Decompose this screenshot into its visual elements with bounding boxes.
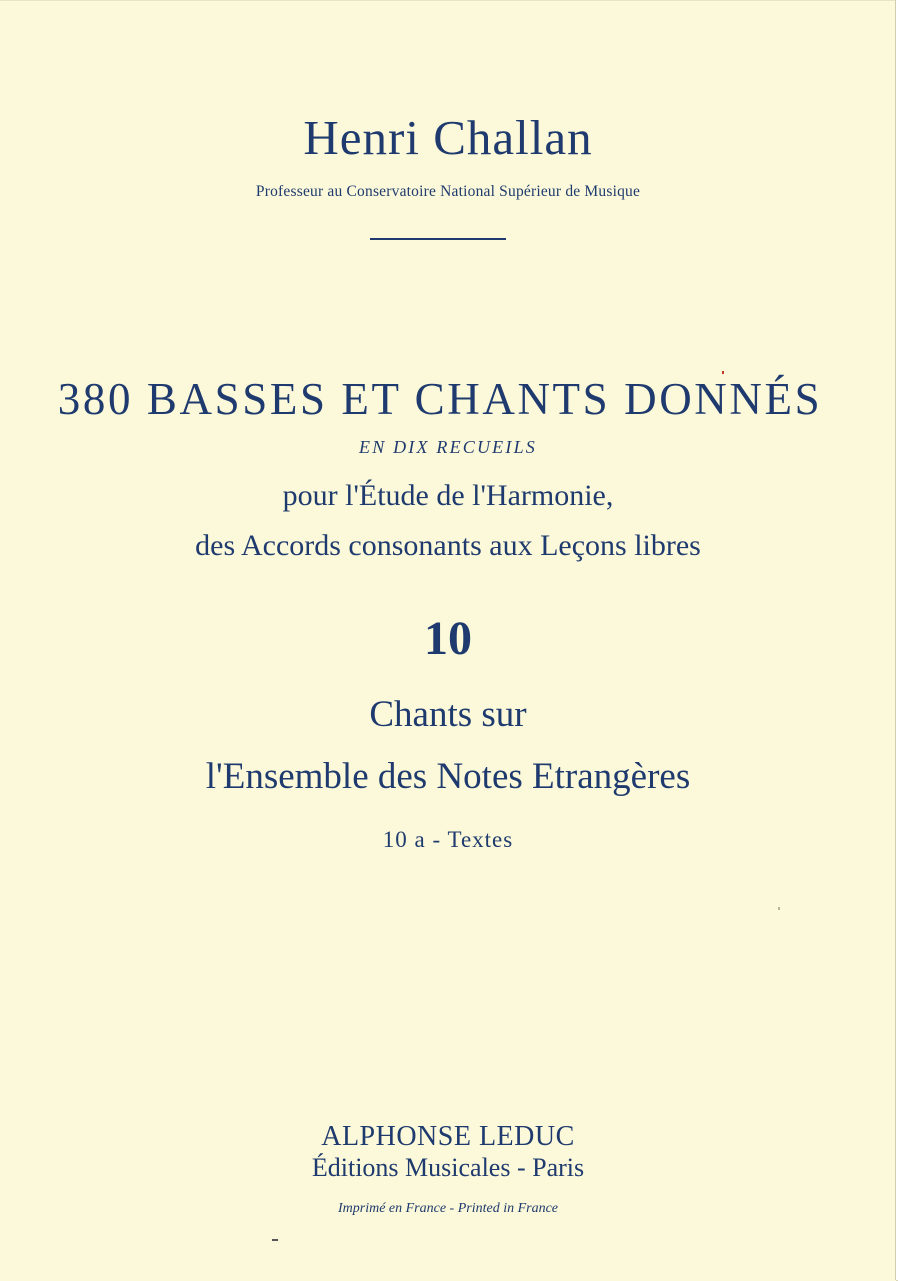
volume-part: 10 a - Textes xyxy=(382,827,514,852)
volume-title-line-2: l'Ensemble des Notes Etrangères xyxy=(205,756,691,797)
publisher-name: ALPHONSE LEDUC xyxy=(321,1121,575,1152)
author-name: Henri Challan xyxy=(303,110,593,165)
publisher-subtitle: Éditions Musicales - Paris xyxy=(311,1153,585,1182)
subtitle-line-2: des Accords consonants aux Leçons libres xyxy=(195,529,701,562)
print-speck xyxy=(778,907,780,910)
subtitle-line-1: pour l'Étude de l'Harmonie, xyxy=(282,479,614,512)
volume-title-line-1: Chants sur xyxy=(369,694,527,735)
page-edge xyxy=(895,0,904,1280)
print-speck xyxy=(272,1239,278,1241)
title-divider xyxy=(370,238,506,240)
author-title: Professeur au Conservatoire National Supérieur de Musique xyxy=(255,183,641,200)
print-speck xyxy=(722,371,724,374)
main-title: 380 BASSES ET CHANTS DONNÉS xyxy=(57,374,823,424)
printed-note: Imprimé en France - Printed in France xyxy=(337,1201,559,1216)
volume-number: 10 xyxy=(424,612,472,665)
collection-label: EN DIX RECUEILS xyxy=(359,437,537,457)
